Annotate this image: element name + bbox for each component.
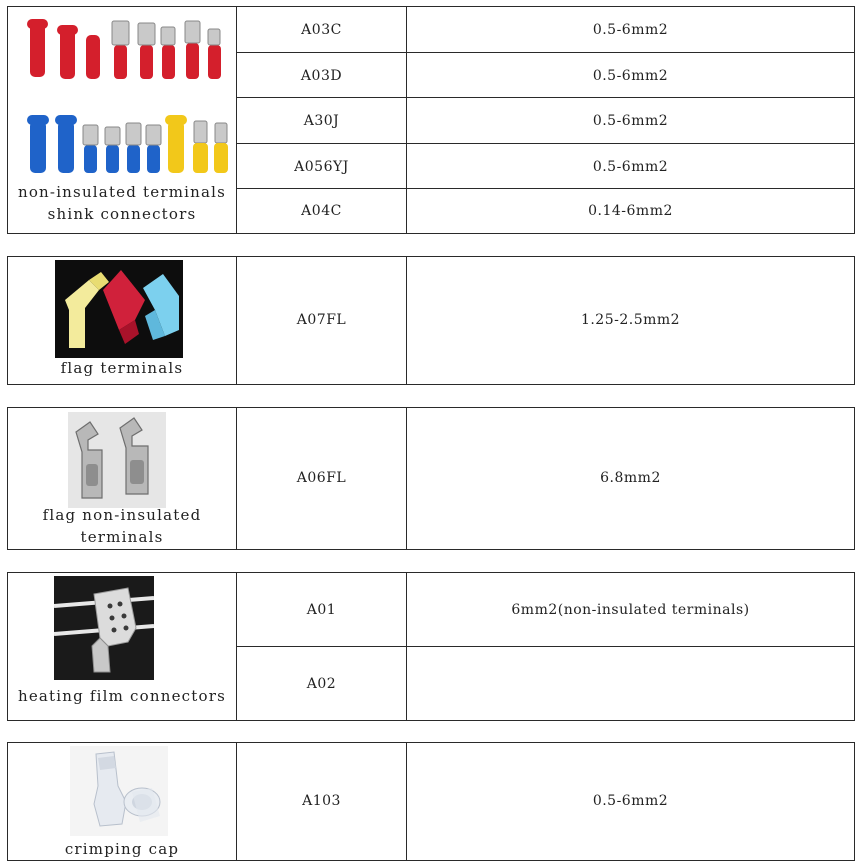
caption-line: heating film connectors	[17, 687, 227, 705]
product-image-cell	[8, 743, 237, 860]
code-column	[237, 7, 407, 233]
wire-size-spec: 0.5-6mm2	[407, 143, 854, 189]
model-code: A04C	[237, 188, 406, 233]
model-code: A02	[237, 646, 406, 720]
model-code: A01	[306, 601, 337, 618]
model-code: A103	[302, 793, 341, 809]
wire-size-spec: 1.25-2.5mm2	[580, 312, 681, 328]
wire-size-spec: 0.5-6mm2	[407, 97, 854, 144]
caption-line: crimping cap	[64, 840, 180, 858]
caption-line: non-insulated terminals	[17, 183, 227, 201]
model-code: A03D	[237, 52, 406, 98]
code-column	[237, 408, 407, 549]
wire-size-spec: 0.5-6mm2	[407, 52, 854, 98]
wire-size-spec	[407, 646, 854, 720]
heating-film-connector-photo	[54, 576, 154, 680]
code-column	[237, 257, 407, 384]
model-code: A03C	[301, 21, 342, 38]
product-image-cell	[8, 573, 237, 720]
wire-size-spec: 6.8mm2	[600, 470, 661, 486]
spec-column	[407, 257, 854, 384]
product-table-3	[7, 407, 855, 550]
model-code: A30J	[237, 97, 406, 144]
code-column	[237, 573, 407, 720]
spec-column	[407, 408, 854, 549]
caption-line: terminals	[80, 528, 164, 546]
caption-line: shink connectors	[47, 205, 197, 223]
red-blue-yellow-terminals-photo	[22, 11, 232, 179]
product-table-4	[7, 572, 855, 721]
flag-terminals-photo	[55, 260, 183, 358]
crimping-cap-photo	[70, 746, 168, 836]
spec-column	[407, 573, 854, 720]
model-code: A06FL	[296, 470, 347, 486]
wire-size-spec: 6mm2(non-insulated terminals)	[511, 601, 750, 618]
product-image-cell	[8, 7, 237, 233]
spec-column	[407, 743, 854, 860]
product-image-cell	[8, 257, 237, 384]
wire-size-spec: 0.5-6mm2	[592, 793, 669, 809]
metal-flag-terminals-photo	[68, 412, 166, 508]
product-table-5	[7, 742, 855, 861]
code-column	[237, 743, 407, 860]
wire-size-spec: 0.5-6mm2	[592, 21, 669, 38]
product-caption	[8, 504, 236, 548]
product-table-1	[7, 6, 855, 234]
model-code: A07FL	[296, 312, 347, 328]
spec-column	[407, 7, 854, 233]
model-code: A056YJ	[237, 143, 406, 189]
product-caption	[8, 357, 236, 379]
product-caption	[8, 685, 236, 707]
caption-line: flag non-insulated	[42, 506, 202, 524]
caption-line: flag terminals	[60, 359, 184, 377]
product-image-cell	[8, 408, 237, 549]
product-caption	[8, 181, 236, 225]
product-table-2	[7, 256, 855, 385]
wire-size-spec: 0.14-6mm2	[407, 188, 854, 233]
product-caption	[8, 838, 236, 860]
